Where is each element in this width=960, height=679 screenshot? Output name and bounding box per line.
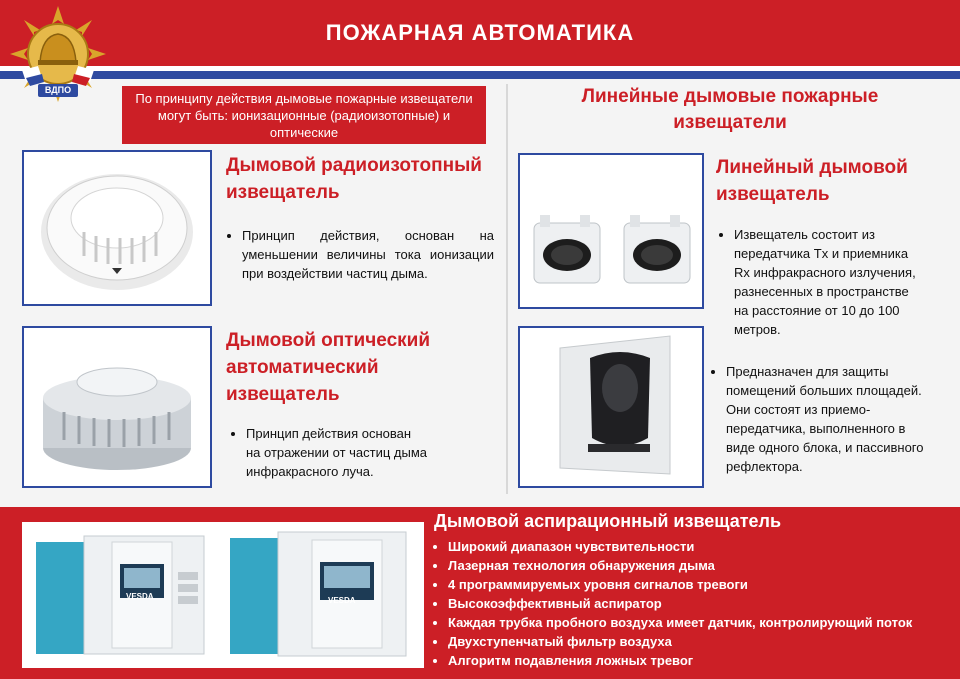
optical-title-line2: автоматический: [226, 357, 379, 378]
intro-text: По принципу действия дымовые пожарные извещатели могут быть: ионизационные (радиоизотопные) и оптические: [135, 90, 473, 140]
feature-item: • Каждая трубка пробного воздуха имеет датчик, контролирующий поток: [448, 613, 912, 632]
transceiver-bullet: [726, 362, 958, 476]
linear-description: [718, 225, 958, 339]
column-divider: [506, 84, 508, 494]
optical-bullet-line3: инфракрасного луча.: [246, 464, 374, 479]
linear-bullet-line4: разнесенных в пространстве: [734, 284, 909, 299]
page-title: ПОЖАРНАЯ АВТОМАТИКА: [325, 20, 635, 45]
radioisotope-title-line2: извещатель: [226, 182, 340, 203]
transceiver-bullet-line6: рефлектора.: [726, 459, 803, 474]
smoke-detector-icon: [24, 152, 210, 304]
feature-item: • Алгоритм подавления ложных тревог: [448, 651, 912, 670]
optical-title-line3: извещатель: [226, 384, 340, 405]
linear-title-line2: извещатель: [716, 184, 830, 205]
optical-title-line1: Дымовой оптический: [226, 330, 431, 351]
radioisotope-description: [226, 226, 494, 283]
optical-detector-icon: [24, 328, 210, 486]
right-title: [530, 84, 930, 136]
radioisotope-title-line1: Дымовой радиоизотопный: [226, 155, 482, 176]
linear-bullet-line5: на расстояние от 10 до 100: [734, 303, 900, 318]
transceiver-bullet-line3: Они состоят из приемо-: [726, 402, 871, 417]
aspirating-detector-photo: [22, 522, 424, 668]
radioisotope-title: [226, 152, 506, 206]
right-title-line2: извещатели: [673, 112, 787, 133]
transceiver-bullet-line5: виде одного блока, и пассивного: [726, 440, 924, 455]
aspirating-title: Дымовой аспирационный извещатель: [434, 511, 782, 531]
feature-item: • 4 программируемых уровня сигналов тревоги: [448, 575, 912, 594]
transceiver-bullet-line4: передатчика, выполненного в: [726, 421, 906, 436]
optical-bullet-line2: на отражении от частиц дыма: [246, 445, 428, 460]
linear-bullet-line2: передатчика Tx и приемника: [734, 246, 909, 261]
radioisotope-detector-photo: [22, 150, 212, 306]
feature-item: • Высокоэффективный аспиратор: [448, 594, 912, 613]
right-title-line1: Линейные дымовые пожарные: [581, 86, 879, 107]
linear-detector-photo: [518, 153, 704, 309]
optical-description: [230, 424, 500, 481]
linear-bullet: [734, 225, 958, 339]
device-label-2: VESDA: [328, 596, 356, 605]
optical-bullet: [246, 424, 500, 481]
emblem-label: ВДПО: [44, 85, 72, 95]
optical-detector-photo: [22, 326, 212, 488]
aspirating-feature-list: [434, 537, 912, 670]
transceiver-bullet-line1: Предназначен для защиты: [726, 364, 889, 379]
transceiver-bullet-line2: помещений больших площадей.: [726, 383, 922, 398]
transceiver-description: [710, 362, 958, 476]
optical-bullet-line1: Принцип действия основан: [246, 426, 412, 441]
linear-bullet-line3: Rx инфракрасного излучения,: [734, 265, 916, 280]
linear-title: [716, 154, 956, 208]
intro-box: [122, 86, 486, 144]
optical-title: [226, 327, 506, 408]
radioisotope-bullet: • Принцип действия, основан на уменьшении величины тока ионизации при воздействии частиц дыма.: [242, 226, 494, 283]
feature-item: • Двухступенчатый фильтр воздуха: [448, 632, 912, 651]
linear-bullet-line1: Извещатель состоит из: [734, 227, 875, 242]
feature-item: • Лазерная технология обнаружения дыма: [448, 556, 912, 575]
device-label-1: VESDA: [126, 592, 154, 601]
linear-title-line1: Линейный дымовой: [716, 157, 908, 178]
transceiver-detector-icon: [520, 328, 702, 486]
linear-bullet-line6: метров.: [734, 322, 781, 337]
linear-detector-icon: [520, 155, 702, 307]
aspirating-detector-icon: [22, 522, 424, 668]
feature-item: • Широкий диапазон чувствительности: [448, 537, 912, 556]
transceiver-detector-photo: [518, 326, 704, 488]
header-stripe-blue: [0, 71, 960, 79]
